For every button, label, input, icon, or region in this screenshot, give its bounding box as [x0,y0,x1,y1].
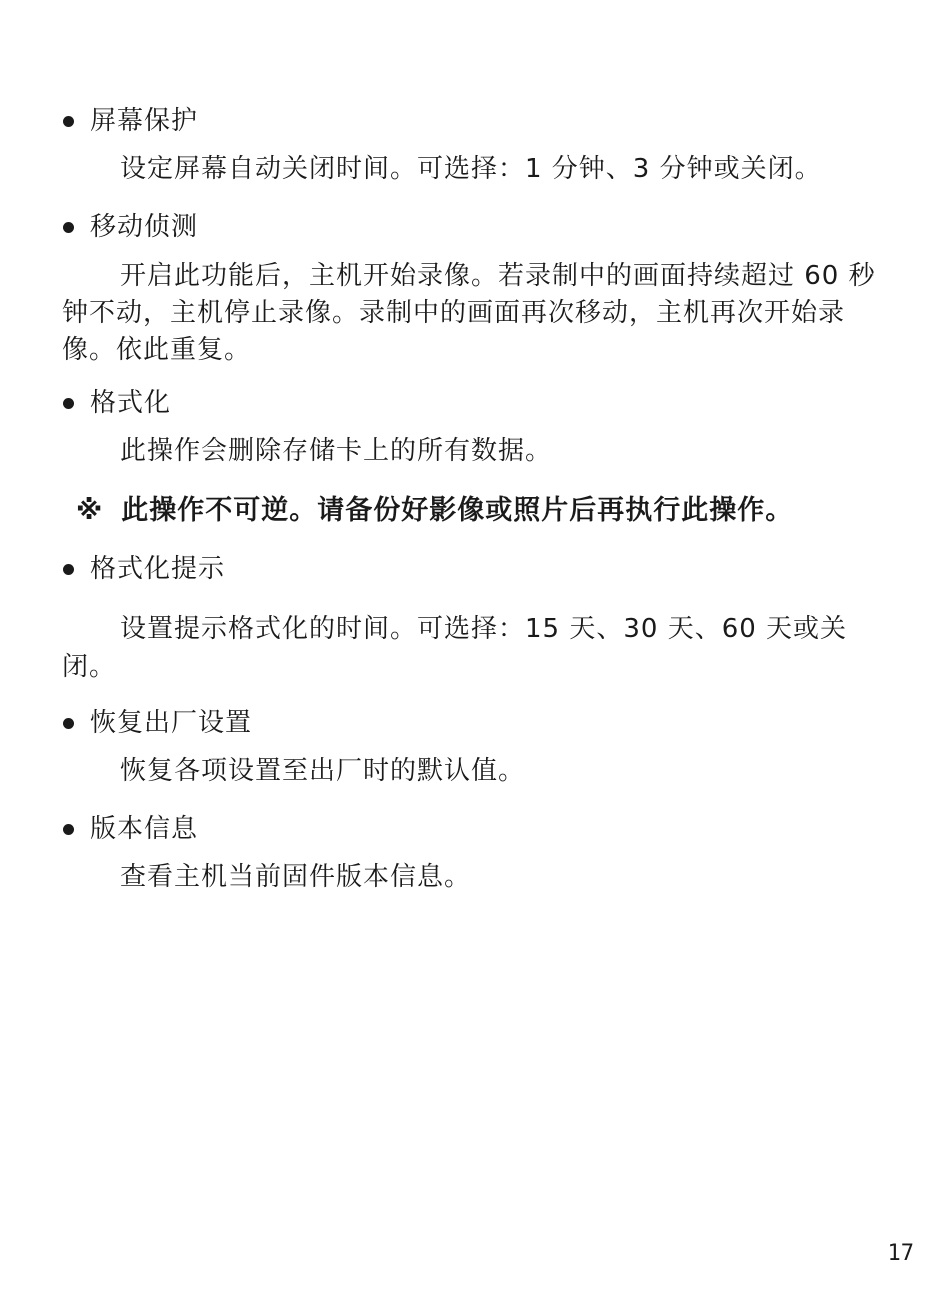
section-format-reminder [62,552,892,686]
section-heading [62,104,892,138]
section-title: 格式化 [90,388,172,418]
section-screen-saver [62,104,892,188]
warning-text: 此操作不可逆。请备份好影像或照片后再执行此操作。 [121,495,794,526]
section-factory-reset [62,706,892,790]
bullet-icon [63,116,74,127]
bullet-icon [63,824,74,835]
section-heading [62,812,892,846]
section-body: 恢复各项设置至出厂时的默认值。 [120,756,526,786]
section-heading [62,386,892,420]
section-heading [62,552,892,586]
bullet-icon [63,564,74,575]
bullet-icon [63,222,74,233]
section-body: 此操作会删除存储卡上的所有数据。 [120,436,553,466]
section-title: 恢复出厂设置 [90,708,253,738]
section-version-info [62,812,892,896]
bullet-icon [63,398,74,409]
section-body: 开启此功能后，主机开始录像。若录制中的画面持续超过 60 秒钟不动，主机停止录像。录制中的画面再次移动，主机再次开始录像。依此重复。 [62,261,876,365]
section-title: 格式化提示 [90,554,226,584]
bullet-icon [63,718,74,729]
section-title: 版本信息 [90,814,199,844]
section-motion-detection [62,210,892,369]
section-body: 设定屏幕自动关闭时间。可选择：1 分钟、3 分钟或关闭。 [120,154,822,184]
section-title: 屏幕保护 [90,106,199,136]
reference-mark-icon: ※ [76,495,104,526]
section-heading [62,706,892,740]
page-number: 17 [887,1241,914,1266]
section-body: 查看主机当前固件版本信息。 [120,862,472,892]
section-title: 移动侦测 [90,212,199,242]
section-format [62,386,892,470]
warning-note [76,492,906,530]
section-body: 设置提示格式化的时间。可选择：15 天、30 天、60 天或关闭。 [62,614,848,682]
section-heading [62,210,892,244]
